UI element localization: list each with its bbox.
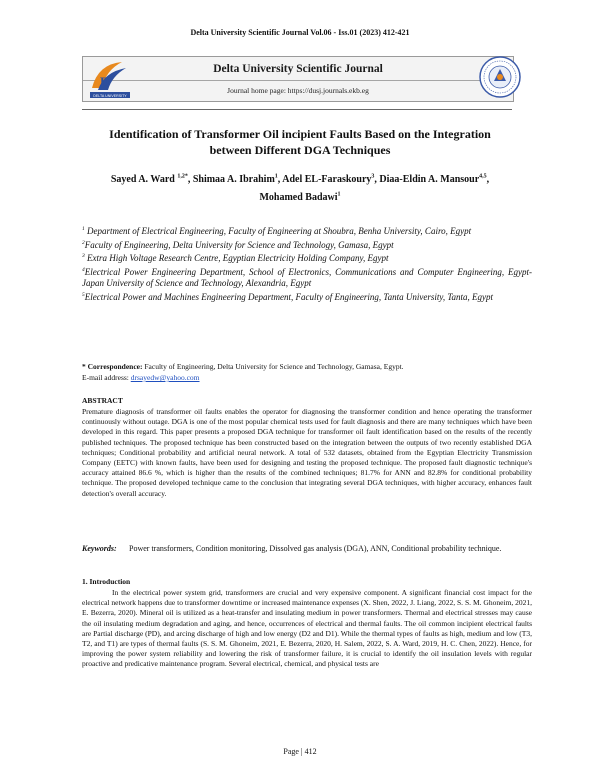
journal-banner: [82, 56, 514, 102]
journal-title: Delta University Scientific Journal: [213, 63, 383, 75]
introduction-heading: 1. Introduction: [82, 577, 131, 586]
banner-divider: [83, 80, 513, 81]
correspondence-line: * Correspondence: Faculty of Engineering, Delta University for Science and Technology, Gamasa, Egypt.: [82, 362, 404, 371]
email-link[interactable]: drsayedw@yahoo.com: [130, 373, 200, 382]
page-number: Page | 412: [283, 747, 317, 756]
author: Sayed A. Ward $^{1,2*}$,: [110, 174, 193, 186]
affiliation: $^1$ Department of Electrical Engineering, Faculty of Engineering at Shoubra, Benha University, Cairo, Egypt: [82, 226, 472, 236]
introduction-body: In the electrical power system grid, transformers are crucial and very expensive component. A significant financial cost impact for the electrical network happens due to transformer downtime or increased maintenance expenses (X. Shen, 2022, J. Liang, 2022, S. S. M. Ghoneim, 2021, E. Bezerra, 2020). Mineral oil is utilized as a heat-transfer and insulating medium in power transformers. Thermal and electrical stresses may cause the oil insulating medium degradation and aging, and hence, occurrences of electrical and thermal faults. The oil common incipient electrical faults are Partial discharge (PD), and arcing discharge of high and low energy (D2 and D1). While the thermal types of faults as high, medium and low (T3, T2, and T1) are types of thermal faults (S. S. M. Ghoneim, 2021, E. Bezerra, 2020, H. Salem, 2022, S. A. Ward, 2019, H. C. Chen, 2022). Hence, for improving the power system reliability and lowering the risk of transformer failure, it is crucial to identify the oil insulation levels with regular proactive and predicative maintenance program. Several electrical, chemical, and physical tests are: [82, 588, 532, 669]
author: Adel EL-Faraskoury$^3$,: [282, 174, 380, 186]
paper-title: Identification of Transformer Oil incipient Faults Based on the Integration between Different DGA Techniques: [109, 127, 491, 157]
running-head: Delta University Scientific Journal Vol.06 - Iss.01 (2023) 412-421: [190, 28, 410, 37]
keywords-label: Keywords:: [82, 544, 117, 553]
svg-text:D: D: [100, 74, 110, 89]
author: Diaa-Eldin A. Mansour$^{4,5}$,: [379, 174, 490, 186]
header-rule: [82, 109, 512, 110]
affiliation: $^3$ Extra High Voltage Research Centre, Egyptian Electricity Holding Company, Egypt: [82, 253, 389, 264]
affiliation: $^4$Electrical Power Engineering Department, School of Electronics, Communications and Computer Engineering, Egypt-Japan University of Science and Technology, Alexandria, Egypt: [82, 266, 532, 289]
affiliation: $^2$Faculty of Engineering, Delta University for Science and Technology, Gamasa, Egypt: [82, 239, 394, 250]
correspondence: [82, 361, 532, 383]
logo-left-label: DELTA UNIVERSITY: [93, 94, 127, 98]
email-line: E-mail address: drsayedw@yahoo.com: [82, 373, 200, 382]
keywords: [82, 543, 532, 554]
keywords-text: Power transformers, Condition monitoring, Dissolved gas analysis (DGA), ANN, Conditional probability technique.: [129, 544, 502, 553]
journal-url-line: Journal home page: https://dusj.journals.ekb.eg: [227, 86, 369, 95]
affiliation: $^5$Electrical Power and Machines Engineering Department, Faculty of Engineering, Tanta University, Tanta, Egypt: [82, 291, 494, 302]
author: Shimaa A. Ibrahim$^1$,: [192, 174, 283, 186]
abstract-body: Premature diagnosis of transformer oil faults enables the operator for diagnosing the transformer condition and hence operating the transformer continuously without outage. DGA is one of the most popular chemical tests used for fault diagnosis and there are many techniques which have been developed in this regard. This paper presents a proposed DGA technique for transformer oil fault identification based on the results of the recently published techniques. The proposed technique has been constructed based on the integration between the outputs of two recently established DGA techniques; Conditional probability and artificial neural network. A total of 532 datasets, obtained from the Egyptian Electricity Transmission Company (EETC) with known faults, have been used for designing and testing the proposed technique. The proposed fault diagnostic technique's accuracy attained 86.6 %, which is higher than the results of the combined techniques; 81.7% for ANN and 82.8% for conditional probability technique. The proposed developed technique came to the conclusion that integrating several DGA techniques, with higher accuracy, enhances fault detection's overall accuracy.: [82, 407, 532, 498]
author: Mohamed Badawi$^1$: [259, 191, 341, 203]
author-list: [110, 170, 490, 205]
affiliations: [82, 224, 532, 304]
abstract-heading: ABSTRACT: [82, 396, 123, 405]
delta-university-logo-icon: [88, 58, 132, 100]
university-seal-icon: [478, 55, 522, 99]
